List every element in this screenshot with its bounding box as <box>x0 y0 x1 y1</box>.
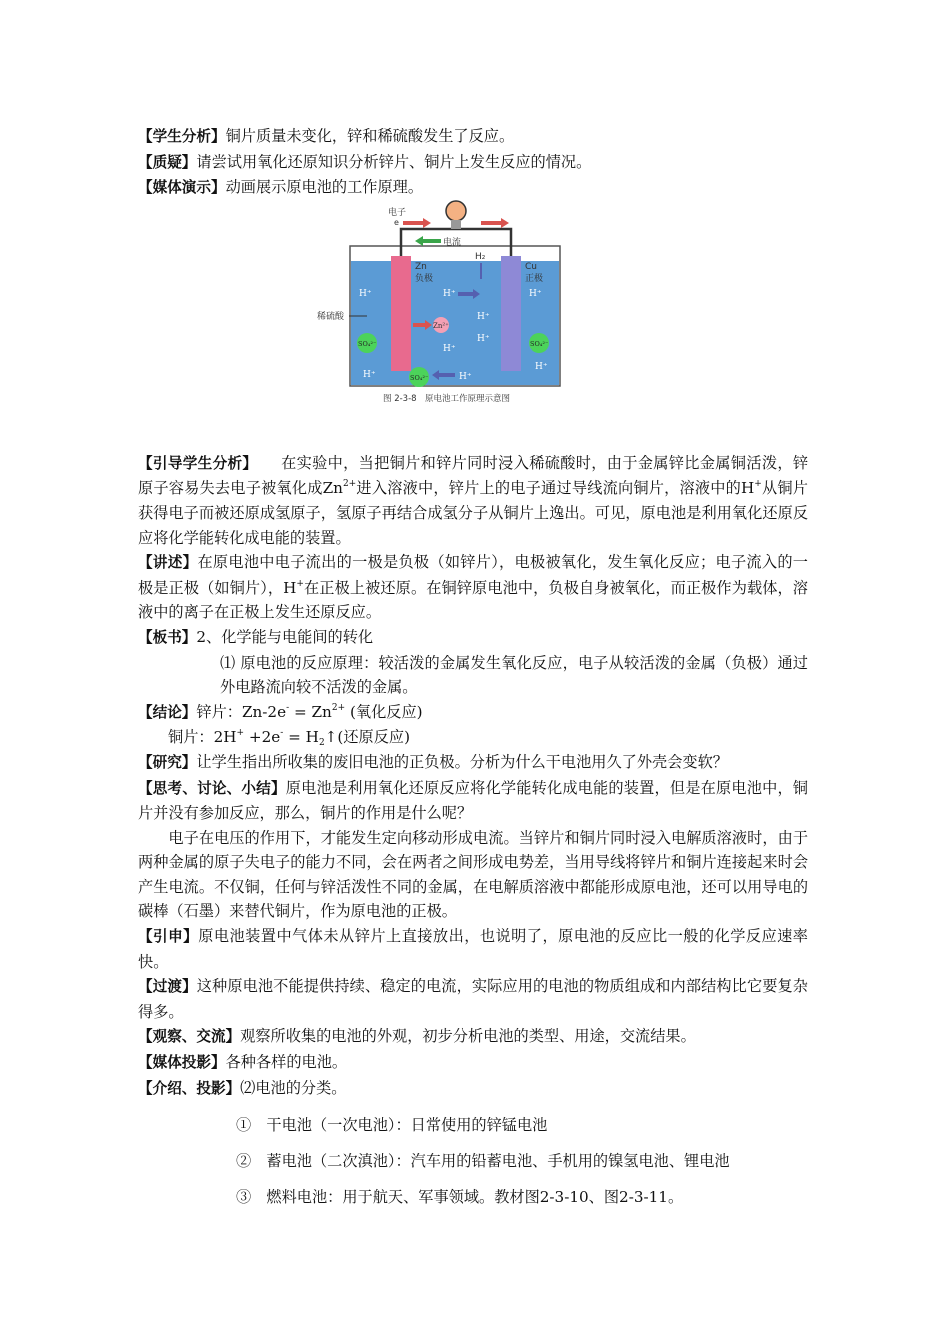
observe-text: 观察所收集的电池的外观，初步分析电池的类型、用途，交流结果。 <box>240 1027 696 1046</box>
principle-paragraph: ⑴ 原电池的反应原理：较活泼的金属发生氧化反应，电子从较活泼的金属（负极）通过外电路流向较不活泼的金属。 <box>220 653 808 697</box>
concl-zn-a: 锌片：Zn-2e <box>196 702 287 721</box>
electron-label: 电子 <box>388 207 407 218</box>
tag-extend: 【引申】 <box>138 928 199 946</box>
zn-ion-label: Zn²⁺ <box>433 321 449 330</box>
think-paragraph <box>138 776 808 826</box>
concl-cu-a: 铜片：2H <box>168 728 237 747</box>
concl-zn-sup2: 2+ <box>331 702 346 713</box>
transition-text: 这种原电池不能提供持续、稳定的电流，实际应用的电池的物质组成和内部结构比它要复杂得多。 <box>138 977 808 1021</box>
list-item <box>138 1107 808 1143</box>
ion-h-4: H⁺ <box>477 311 490 322</box>
concl-cu-b: +2e <box>244 728 281 747</box>
student-analysis-line <box>138 124 808 150</box>
media-demo-text: 动画展示原电池的工作原理。 <box>225 178 424 197</box>
cu-label: Cu <box>525 261 537 272</box>
tag-think: 【思考、讨论、小结】 <box>138 779 286 797</box>
guide-text-1: 在实验中，当把铜片和锌片同时浸入稀硫酸时，由于金属锌比金属铜活泼，锌原子容易失去电子被氧化成Zn <box>138 453 809 498</box>
lecture-text-1: 在原电池中电子流出的一极是负极（如锌片），电极被氧化，发生氧化反应；电子流入的一极是正极（如铜片），H <box>138 553 808 597</box>
list-text: 干电池（一次电池）：日常使用的锌锰电池 <box>266 1116 548 1135</box>
question-line <box>138 150 808 176</box>
bulb-base <box>451 220 461 229</box>
cu-electrode <box>501 256 521 371</box>
tag-lecture: 【讲述】 <box>138 554 198 572</box>
tag-transition: 【过渡】 <box>138 978 197 996</box>
intro-line <box>138 1076 808 1102</box>
tag-research: 【研究】 <box>138 753 197 771</box>
figure-caption: 图 2-3-8 原电池工作原理示意图 <box>383 393 511 404</box>
guide-text-2: 进入溶液中，锌片上的电子通过导线流向铜片，溶液中的H <box>356 479 755 498</box>
media-demo-line <box>138 175 808 201</box>
bulb-icon <box>446 201 466 221</box>
concl-zn-c: (氧化反应) <box>345 702 423 721</box>
tag-student-analysis: 【学生分析】 <box>138 128 226 145</box>
extend-text: 原电池装置中气体未从锌片上直接放出，也说明了，原电池的反应比一般的化学反应速率快。 <box>138 927 808 971</box>
conclusion-zn-line <box>138 700 808 726</box>
ion-h-7: H⁺ <box>363 369 376 380</box>
question-text: 请尝试用氧化还原知识分析锌片、铜片上发生反应的情况。 <box>196 152 592 171</box>
guide-text-3: 从铜片获得电子而被还原成氢原子，氢原子再结合成氢分子从铜片上逸出。可见，原电池是利用氧化还原反应将化学能转化成电能的装置。 <box>138 479 808 547</box>
intro-text: ⑵电池的分类。 <box>240 1078 347 1097</box>
tag-guide: 【引导学生分析】 <box>138 454 251 472</box>
list-num: ③ <box>236 1188 252 1207</box>
tag-question: 【质疑】 <box>138 153 197 171</box>
guide-paragraph <box>138 451 808 550</box>
list-text: 蓄电池（二次滇池）：汽车用的铅蓄电池、手机用的镍氢电池、锂电池 <box>266 1152 730 1171</box>
think-text: 原电池是利用氧化还原反应将化学能转化成电能的装置，但是在原电池中，铜片并没有参加反应，那么，铜片的作用是什么呢？ <box>138 778 808 823</box>
tag-media-demo: 【媒体演示】 <box>138 179 226 197</box>
extend-paragraph <box>138 924 808 974</box>
lecture-sup: + <box>296 578 304 589</box>
electron-arrow-left <box>403 218 431 228</box>
list-num: ① <box>236 1116 252 1135</box>
so4-label-2: SO₄²⁻ <box>530 339 549 348</box>
guide-sup: 2+ <box>342 479 357 490</box>
tag-intro: 【介绍、投影】 <box>138 1079 241 1097</box>
ion-h-1: H⁺ <box>359 288 372 299</box>
ion-h-5: H⁺ <box>477 333 490 344</box>
electron-symbol: e <box>394 217 399 227</box>
neg-label: 负极 <box>415 273 434 284</box>
lecture-text-2: 在正极上被还原。在铜锌原电池中，负极自身被氧化，而正极作为载体，溶液中的离子在正极上发生还原反应。 <box>138 578 808 622</box>
current-label: 电流 <box>443 237 462 248</box>
board-text: 2、化学能与电能间的转化 <box>196 627 374 646</box>
galvanic-cell-diagram <box>317 201 563 406</box>
zn-electrode <box>391 256 411 371</box>
electron-arrow-right <box>481 218 509 228</box>
media-projection-line <box>138 1050 808 1076</box>
list-item <box>138 1143 808 1179</box>
document-body <box>138 124 808 1215</box>
ion-h-6: H⁺ <box>443 343 456 354</box>
ion-h-2: H⁺ <box>443 288 456 299</box>
concl-cu-sup2: - <box>280 728 284 739</box>
list-num: ② <box>236 1152 252 1171</box>
concl-cu-sup1: + <box>236 728 245 739</box>
concl-cu-d: ↑(还原反应) <box>324 728 410 747</box>
list-item <box>138 1179 808 1215</box>
zn-label: Zn <box>415 261 427 272</box>
galvanic-cell-figure <box>138 201 808 451</box>
research-text: 让学生指出所收集的废旧电池的正负极。分析为什么干电池用久了外壳会变软？ <box>196 752 728 771</box>
concl-cu-sub: 2 <box>318 738 325 749</box>
h2-label: H₂ <box>475 251 486 262</box>
concl-zn-b: = Zn <box>289 702 332 721</box>
voltage-paragraph: 电子在电压的作用下，才能发生定向移动形成电流。当锌片和铜片同时浸入电解质溶液时，由于两种金属的原子失电子的能力不同，会在两者之间形成电势差，当用导线将锌片和铜片连接起来时会产生电流。不仅铜，任何与锌活泼性不同的金属，在电解质溶液中都能形成原电池，还可以用导电的碳棒（石墨）来替代铜片，作为原电池的正极。 <box>138 828 808 921</box>
lecture-paragraph <box>138 550 808 625</box>
concl-cu-c: = H <box>283 728 319 747</box>
so4-label-3: SO₄²⁻ <box>410 373 429 382</box>
acid-label: 稀硫酸 <box>317 311 345 322</box>
transition-paragraph <box>138 974 808 1024</box>
board-line <box>138 625 808 651</box>
current-arrow <box>415 236 441 246</box>
tag-observe: 【观察、交流】 <box>138 1028 241 1046</box>
ion-h-3: H⁺ <box>529 288 542 299</box>
media-projection-text: 各种各样的电池。 <box>225 1053 348 1072</box>
ion-h-8: H⁺ <box>535 361 548 372</box>
conclusion-cu-line <box>138 725 808 750</box>
list-text: 燃料电池：用于航天、军事领域。教材图2-3-10、图2-3-11。 <box>266 1188 684 1207</box>
research-line <box>138 750 808 776</box>
concl-zn-sup1: - <box>286 702 290 713</box>
tag-media-projection: 【媒体投影】 <box>138 1054 226 1072</box>
observe-line <box>138 1024 808 1050</box>
pos-label: 正极 <box>525 273 544 284</box>
ion-h-9: H⁺ <box>459 371 472 382</box>
tag-conclusion: 【结论】 <box>138 703 197 721</box>
student-analysis-text: 铜片质量未变化，锌和稀硫酸发生了反应。 <box>225 127 515 145</box>
guide-sup-2: + <box>754 479 762 490</box>
so4-label-1: SO₄²⁻ <box>358 339 377 348</box>
tag-board: 【板书】 <box>138 628 197 646</box>
